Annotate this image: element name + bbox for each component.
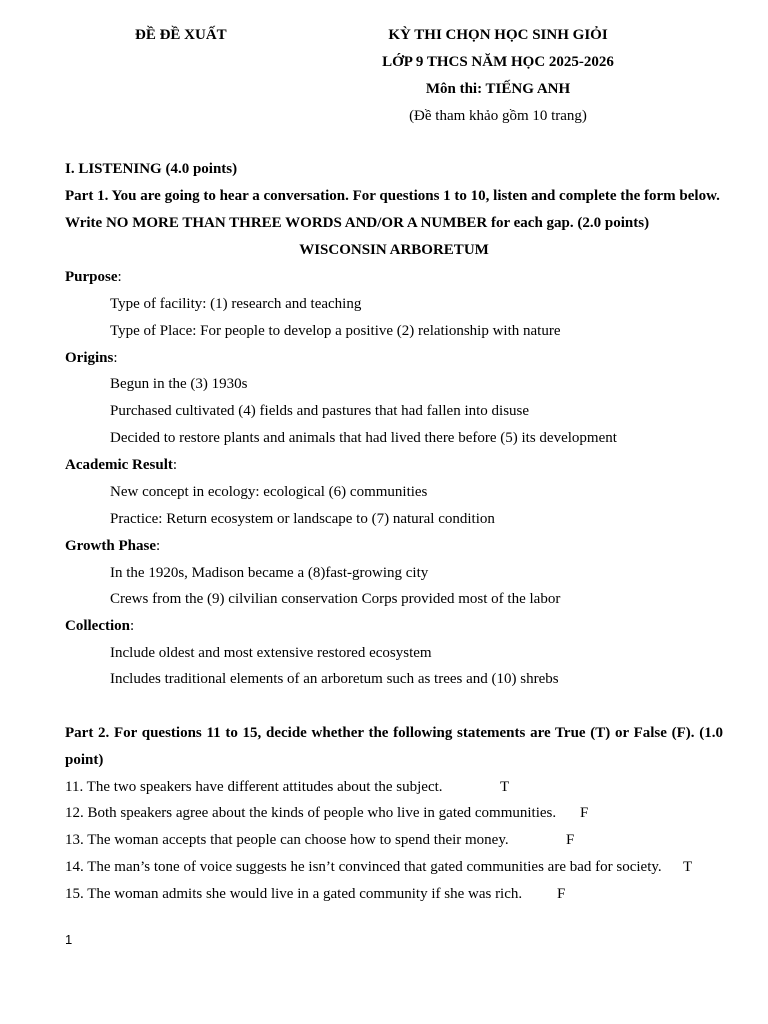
- part2-instruction-line2: point): [65, 752, 104, 768]
- tf-statement: 14. The man’s tone of voice suggests he isn’t convinced that gated communities are bad for society.: [65, 859, 662, 875]
- form-title: WISCONSIN ARBORETUM: [299, 242, 489, 258]
- tf-answer: T: [683, 859, 693, 875]
- form-line: Includes traditional elements of an arboretum such as trees and (10) shrebs: [110, 671, 559, 687]
- exam-title: KỲ THI CHỌN HỌC SINH GIỎI: [388, 27, 608, 43]
- form-line: Type of facility: (1) research and teaching: [110, 296, 362, 312]
- form-line: Decided to restore plants and animals that had lived there before (5) its development: [110, 430, 617, 446]
- form-line: Begun in the (3) 1930s: [110, 376, 248, 392]
- part2-instruction-line1: Part 2. For questions 11 to 15, decide whether the following statements are True (T) or False (F). (1.0: [65, 725, 723, 741]
- exam-subject: Môn thi: TIẾNG ANH: [425, 81, 571, 97]
- section-label-origins: Origins:: [65, 350, 118, 366]
- form-line: Purchased cultivated (4) fields and pastures that had fallen into disuse: [110, 403, 530, 419]
- tf-statement: 12. Both speakers agree about the kinds of people who live in gated communities.: [65, 805, 557, 821]
- form-line: In the 1920s, Madison became a (8)fast-growing city: [110, 565, 429, 581]
- tf-answer: F: [566, 832, 575, 848]
- exam-type-label: ĐỀ ĐỀ XUẤT: [135, 27, 227, 43]
- exam-page-count-note: (Đề tham khảo gồm 10 trang): [409, 108, 587, 124]
- tf-statement: 13. The woman accepts that people can choose how to spend their money.: [65, 832, 509, 848]
- exam-grade-year: LỚP 9 THCS NĂM HỌC 2025-2026: [382, 54, 614, 70]
- page-number: 1: [65, 932, 73, 947]
- tf-answer: T: [500, 779, 510, 795]
- form-line: New concept in ecology: ecological (6) communities: [110, 484, 428, 500]
- form-line: Type of Place: For people to develop a positive (2) relationship with nature: [110, 323, 561, 339]
- part1-instruction-line2: Write NO MORE THAN THREE WORDS AND/OR A NUMBER for each gap. (2.0 points): [65, 215, 650, 231]
- tf-answer: F: [557, 886, 566, 902]
- part1-instruction-line1: Part 1. You are going to hear a conversation. For questions 1 to 10, listen and complete the form below.: [65, 188, 720, 204]
- tf-answer: F: [580, 805, 589, 821]
- tf-statement: 15. The woman admits she would live in a gated community if she was rich.: [65, 886, 523, 902]
- listening-heading: I. LISTENING (4.0 points): [65, 161, 238, 177]
- form-line: Crews from the (9) cilvilian conservation Corps provided most of the labor: [110, 591, 561, 607]
- section-label-growth-phase: Growth Phase:: [65, 538, 161, 554]
- form-line: Include oldest and most extensive restored ecosystem: [110, 645, 432, 661]
- tf-statement: 11. The two speakers have different attitudes about the subject.: [65, 779, 443, 795]
- section-label-academic-result: Academic Result:: [65, 457, 178, 473]
- form-line: Practice: Return ecosystem or landscape to (7) natural condition: [110, 511, 495, 527]
- section-label-purpose: Purpose:: [65, 269, 122, 285]
- section-label-collection: Collection:: [65, 618, 135, 634]
